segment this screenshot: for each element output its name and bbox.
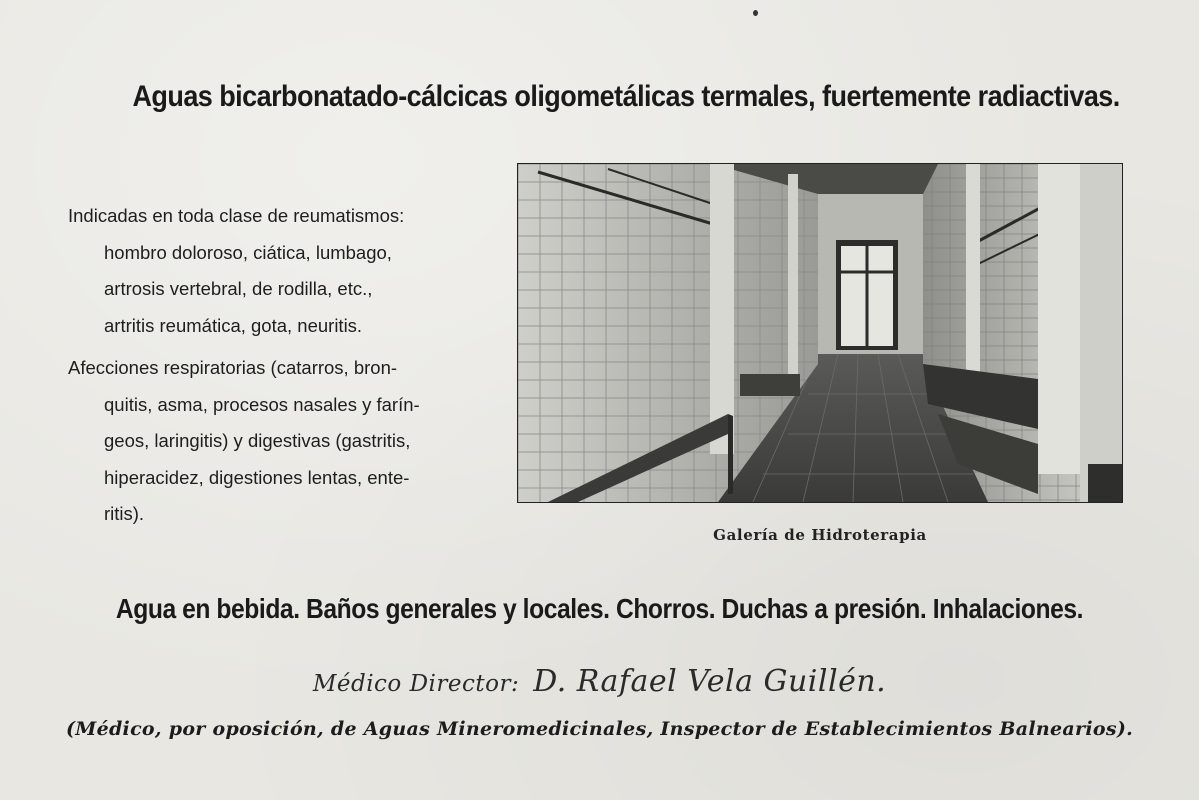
- indications-line: geos, laringitis) y digestivas (gastritis,: [104, 430, 411, 451]
- director-name: D. Rafael Vela Guillén.: [533, 664, 887, 699]
- hydrotherapy-gallery-photo: [517, 163, 1123, 503]
- photo-caption: Galería de Hidroterapia: [713, 526, 927, 544]
- indications-line: hiperacidez, digestiones lentas, ente-: [104, 466, 410, 488]
- indications-text: [68, 198, 488, 533]
- headline: Aguas bicarbonatado-cálcicas oligometálicas termales, fuertemente radiactivas.: [132, 80, 1120, 113]
- director-label: Médico Director:: [312, 671, 520, 697]
- indications-paragraph-rheumatism: [68, 198, 488, 344]
- medical-director: [0, 664, 1199, 699]
- director-credentials: (Médico, por oposición, de Aguas Mineromedicinales, Inspector de Establecimientos Balnearios).: [65, 718, 1134, 740]
- indications-line: hombro doloroso, ciática, lumbago,: [104, 241, 392, 263]
- indications-line: ritis).: [104, 503, 145, 524]
- indications-line: Afecciones respiratorias (catarros, bron-: [68, 357, 398, 378]
- indications-line: quitis, asma, procesos nasales y farín-: [104, 393, 420, 415]
- indications-paragraph-respiratory: [68, 350, 488, 533]
- indications-line: Indicadas en toda clase de reumatismos:: [68, 205, 405, 226]
- indications-line: artritis reumática, gota, neuritis.: [104, 314, 363, 336]
- gallery-photo-illustration: [518, 164, 1122, 502]
- services-list: Agua en bebida. Baños generales y locales. Chorros. Duchas a presión. Inhalaciones.: [115, 593, 1084, 624]
- ink-dot: [753, 10, 758, 16]
- indications-line: artrosis vertebral, de rodilla, etc.,: [104, 278, 373, 299]
